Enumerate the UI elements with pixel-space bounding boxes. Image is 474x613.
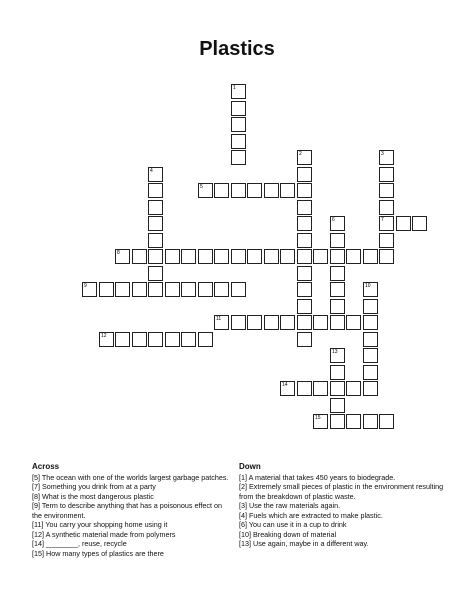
clue-text: Use the raw materials again. (249, 501, 341, 510)
cell-number: 2 (299, 151, 302, 157)
clue-text: You can use it in a cup to drink (248, 520, 347, 529)
cell-number: 4 (150, 168, 153, 174)
crossword-cell[interactable] (363, 365, 378, 380)
crossword-cell[interactable] (379, 200, 394, 215)
down-clue (239, 511, 444, 521)
crossword-cell[interactable] (247, 249, 262, 264)
crossword-cell[interactable] (132, 332, 147, 347)
crossword-cell[interactable] (99, 332, 114, 347)
crossword-cell[interactable] (214, 315, 229, 330)
crossword-cell[interactable] (198, 282, 213, 297)
clue-number: [5] (32, 472, 40, 482)
crossword-cell[interactable] (148, 233, 163, 248)
crossword-cell[interactable] (99, 282, 114, 297)
crossword-cell[interactable] (330, 398, 345, 413)
clue-text: ________, reuse, recycle (46, 539, 127, 548)
crossword-cell[interactable] (181, 282, 196, 297)
crossword-cell[interactable] (363, 249, 378, 264)
crossword-cell[interactable] (115, 249, 130, 264)
clue-text: How many types of plastics are there (46, 548, 164, 558)
crossword-cell[interactable] (379, 414, 394, 429)
crossword-cell[interactable] (148, 332, 163, 347)
crossword-cell[interactable] (412, 216, 427, 231)
across-heading: Across (32, 462, 60, 471)
crossword-cell[interactable] (297, 315, 312, 330)
crossword-cell[interactable] (379, 216, 394, 231)
crossword-cell[interactable] (379, 150, 394, 165)
cell-number: 3 (381, 151, 384, 157)
across-clues (32, 462, 232, 558)
crossword-cell[interactable] (198, 183, 213, 198)
crossword-cell[interactable] (297, 299, 312, 314)
crossword-cell[interactable] (280, 183, 295, 198)
down-clue (239, 539, 444, 549)
crossword-cell[interactable] (379, 249, 394, 264)
crossword-cell[interactable] (363, 348, 378, 363)
crossword-cell[interactable] (330, 365, 345, 380)
crossword-cell[interactable] (165, 332, 180, 347)
crossword-cell[interactable] (330, 282, 345, 297)
down-clue (239, 530, 444, 540)
crossword-cell[interactable] (297, 381, 312, 396)
clue-number: [10] (239, 529, 251, 539)
crossword-cell[interactable] (280, 315, 295, 330)
crossword-cell[interactable] (148, 266, 163, 281)
crossword-cell[interactable] (396, 216, 411, 231)
crossword-cell[interactable] (379, 167, 394, 182)
cell-number: 12 (101, 333, 107, 339)
crossword-cell[interactable] (330, 381, 345, 396)
crossword-cell[interactable] (363, 332, 378, 347)
crossword-cell[interactable] (214, 249, 229, 264)
crossword-cell[interactable] (198, 249, 213, 264)
clue-number: [11] (32, 520, 44, 529)
crossword-cell[interactable] (363, 282, 378, 297)
crossword-cell[interactable] (231, 84, 246, 99)
crossword-cell[interactable] (330, 315, 345, 330)
clue-number: [8] (32, 491, 40, 501)
crossword-cell[interactable] (148, 167, 163, 182)
across-clue (32, 492, 232, 502)
crossword-cell[interactable] (297, 216, 312, 231)
crossword-cell[interactable] (280, 381, 295, 396)
crossword-cell[interactable] (247, 183, 262, 198)
clue-number: [1] (239, 472, 247, 482)
crossword-cell[interactable] (148, 216, 163, 231)
clue-number: [2] (239, 482, 247, 491)
crossword-cell[interactable] (297, 266, 312, 281)
crossword-cell[interactable] (346, 381, 361, 396)
clue-text: A material that takes 450 years to biodegrade. (248, 472, 396, 482)
crossword-cell[interactable] (264, 249, 279, 264)
crossword-cell[interactable] (297, 150, 312, 165)
crossword-cell[interactable] (313, 414, 328, 429)
across-clue (32, 549, 232, 559)
clue-text: Term to describe anything that has a poisonous effect on the environment. (32, 501, 222, 520)
crossword-cell[interactable] (297, 167, 312, 182)
clue-text: Use again, maybe in a different way. (253, 539, 369, 548)
crossword-cell[interactable] (231, 101, 246, 116)
clue-text: Something you drink from at a party (42, 482, 156, 491)
cell-number: 7 (381, 217, 384, 223)
crossword-cell[interactable] (148, 249, 163, 264)
crossword-cell[interactable] (330, 233, 345, 248)
clue-text: Fuels which are extracted to make plastic. (249, 510, 383, 520)
across-clue (32, 539, 232, 549)
crossword-cell[interactable] (231, 134, 246, 149)
cell-number: 13 (332, 349, 338, 355)
clue-number: [12] (32, 529, 44, 539)
crossword-cell[interactable] (231, 183, 246, 198)
puzzle-title: Plastics (199, 38, 275, 60)
crossword-cell[interactable] (313, 249, 328, 264)
cell-number: 15 (315, 415, 321, 421)
clue-number: [14] (32, 539, 44, 548)
crossword-cell[interactable] (346, 249, 361, 264)
crossword-cell[interactable] (264, 183, 279, 198)
clue-number: [15] (32, 548, 44, 558)
down-heading: Down (239, 462, 261, 471)
cell-number: 11 (216, 316, 222, 322)
crossword-cell[interactable] (148, 200, 163, 215)
crossword-cell[interactable] (330, 249, 345, 264)
crossword-cell[interactable] (330, 266, 345, 281)
down-clue (239, 473, 444, 483)
across-clue (32, 482, 232, 492)
crossword-cell[interactable] (297, 332, 312, 347)
down-clue-list (239, 473, 444, 549)
cell-number: 5 (200, 184, 203, 190)
clue-number: [4] (239, 510, 247, 520)
crossword-cell[interactable] (115, 332, 130, 347)
clue-number: [6] (239, 520, 247, 529)
cell-number: 9 (84, 283, 87, 289)
crossword-cell[interactable] (330, 299, 345, 314)
clue-number: [7] (32, 482, 40, 491)
crossword-cell[interactable] (313, 315, 328, 330)
clue-text: Breaking down of material (253, 529, 337, 539)
clue-number: [3] (239, 501, 247, 510)
crossword-cell[interactable] (231, 282, 246, 297)
crossword-cell[interactable] (148, 183, 163, 198)
crossword-cell[interactable] (214, 282, 229, 297)
crossword-cell[interactable] (297, 282, 312, 297)
crossword-cell[interactable] (165, 282, 180, 297)
crossword-cell[interactable] (297, 233, 312, 248)
crossword-cell[interactable] (363, 299, 378, 314)
down-clues (239, 462, 444, 549)
crossword-cell[interactable] (363, 315, 378, 330)
clue-text: The ocean with one of the worlds largest garbage patches. (41, 472, 229, 482)
cell-number: 14 (282, 382, 288, 388)
across-clue (32, 530, 232, 540)
cell-number: 6 (332, 217, 335, 223)
crossword-cell[interactable] (379, 183, 394, 198)
crossword-cell[interactable] (165, 249, 180, 264)
down-clue (239, 482, 444, 501)
down-clue (239, 520, 444, 530)
crossword-cell[interactable] (363, 381, 378, 396)
crossword-cell[interactable] (82, 282, 97, 297)
crossword-cell[interactable] (132, 282, 147, 297)
crossword-cell[interactable] (231, 117, 246, 132)
across-clue (32, 501, 232, 520)
crossword-cell[interactable] (231, 249, 246, 264)
clue-text: You carry your shopping home using it (45, 520, 168, 529)
crossword-cell[interactable] (379, 233, 394, 248)
crossword-cell[interactable] (280, 249, 295, 264)
down-clue (239, 501, 444, 511)
crossword-cell[interactable] (231, 315, 246, 330)
crossword-cell[interactable] (330, 414, 345, 429)
crossword-cell[interactable] (115, 282, 130, 297)
crossword-cell[interactable] (297, 183, 312, 198)
crossword-cell[interactable] (330, 216, 345, 231)
crossword-cell[interactable] (297, 249, 312, 264)
crossword-cell[interactable] (313, 381, 328, 396)
clue-text: Extremely small pieces of plastic in the environment resulting from the breakdown of plastic waste. (239, 482, 444, 501)
crossword-cell[interactable] (148, 282, 163, 297)
clue-number: [13] (239, 539, 251, 548)
crossword-cell[interactable] (231, 150, 246, 165)
crossword-cell[interactable] (198, 332, 213, 347)
across-clue (32, 520, 232, 530)
cell-number: 8 (117, 250, 120, 256)
crossword-cell[interactable] (181, 249, 196, 264)
crossword-cell[interactable] (346, 414, 361, 429)
cell-number: 1 (233, 85, 236, 91)
crossword-cell[interactable] (297, 200, 312, 215)
crossword-cell[interactable] (264, 315, 279, 330)
clue-number: [9] (32, 501, 40, 510)
clue-text: What is the most dangerous plastic (42, 491, 154, 501)
crossword-cell[interactable] (330, 348, 345, 363)
across-clue (32, 473, 232, 483)
crossword-cell[interactable] (214, 183, 229, 198)
crossword-cell[interactable] (181, 332, 196, 347)
crossword-cell[interactable] (346, 315, 361, 330)
cell-number: 10 (365, 283, 371, 289)
crossword-cell[interactable] (132, 249, 147, 264)
across-clue-list (32, 473, 232, 559)
clue-text: A synthetic material made from polymers (45, 529, 176, 539)
crossword-cell[interactable] (247, 315, 262, 330)
crossword-cell[interactable] (363, 414, 378, 429)
